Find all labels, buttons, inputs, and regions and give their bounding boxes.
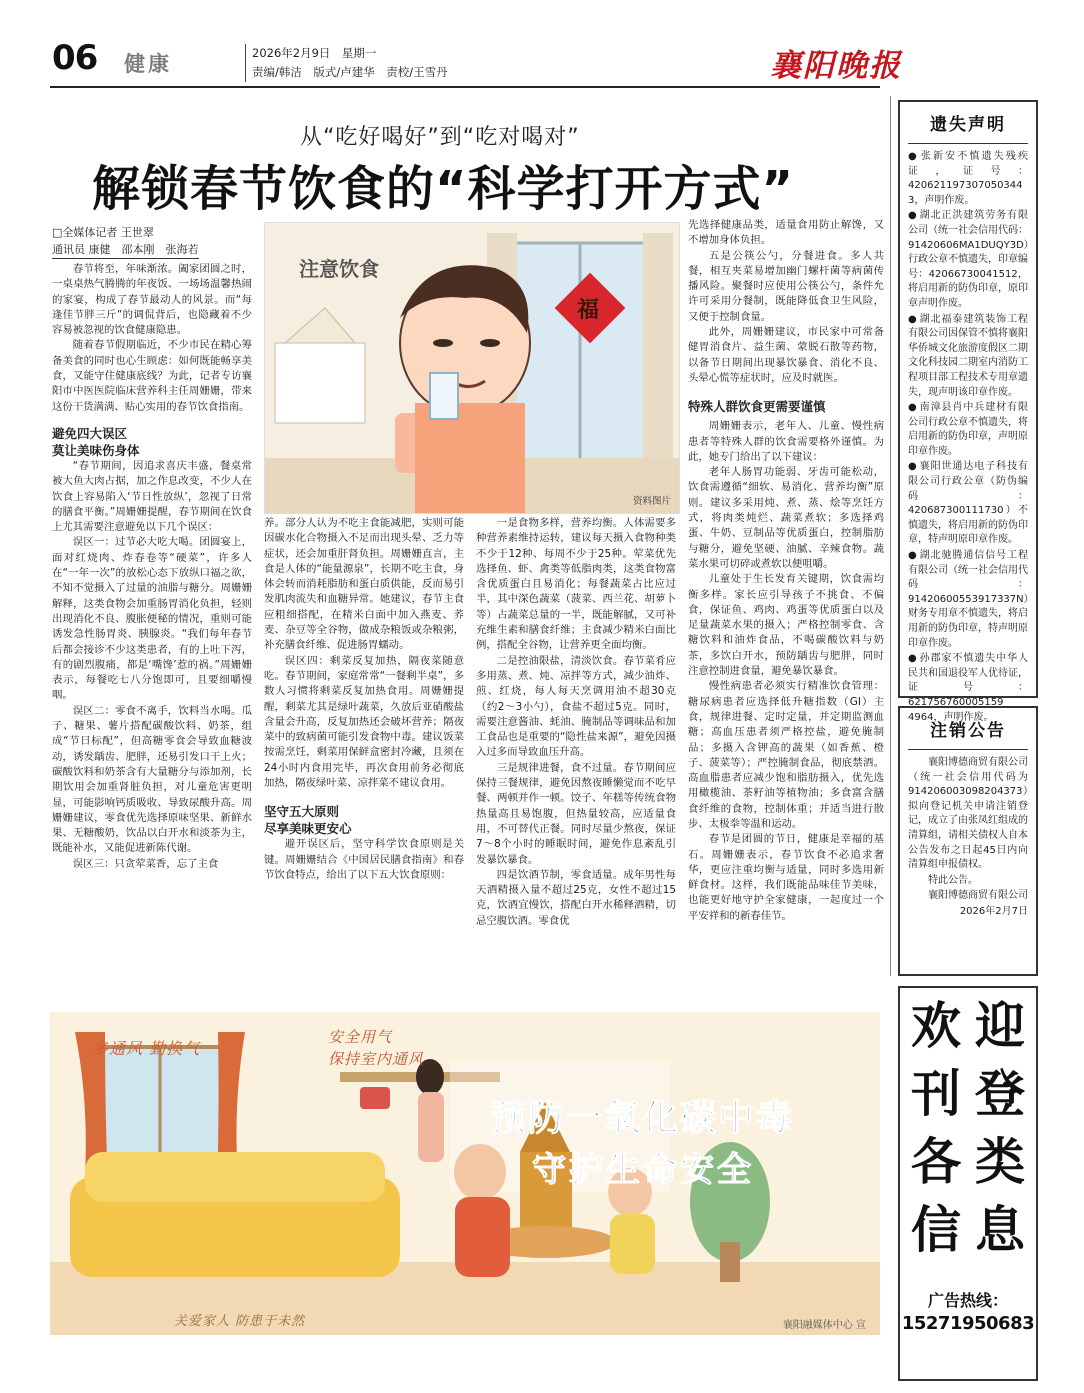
lost-notices-title: 遗失声明 [930, 115, 1006, 135]
subheading: 坚守五大原则 [264, 804, 340, 820]
welcome-char: 欢 [911, 997, 961, 1055]
illustration-credit: 资料图片 [632, 496, 671, 507]
banner-slogan-center: 安全用气 保持室内通风 [328, 1028, 425, 1068]
paragraph: 误区四：剩菜反复加热，隔夜菜随意吃。春节期间，家庭常常“一餐剩半桌”，多数人习惯将剩菜反复加热食用。周姗姗提醒，剩菜尤其是绿叶蔬菜，久放后亚硝酸盐含量会升高，反复加热还会破坏营养；隔夜菜中的致病菌可能引发食物中毒。建议饭菜按需烹饪，剩菜用保鲜盒密封冷藏，且须在24小时内食用完毕，再次食用前务必彻底加热，隔夜绿叶菜、凉拌菜不建议食用。 [264, 654, 464, 790]
subheading: 避免四大误区 [52, 425, 128, 441]
illustration-fu-sign: 福 [577, 298, 600, 323]
paragraph: 三是规律进餐，食不过量。春节期间应保持三餐规律，避免因熬夜睡懒觉而不吃早餐、两顿并作一顿。饺子、年糕等传统食物热量高且易饱腹，但热量较高，应适量食用，不可替代正餐。同时尽量少熬夜，保证7～8个小时的睡眠时间，避免作息紊乱引发暴饮暴食。 [476, 761, 676, 866]
paragraph: 此外，周姗姗建议，市民家中可常备健胃消食片、益生菌、蒙脱石散等药物，以备节日期间出现暴饮暴食、消化不良、头晕心慌等症状时，应及时就医。 [688, 326, 884, 384]
hotline-number: 15271950683 [901, 1313, 1035, 1334]
article-headline: 解锁春节饮食的“科学打开方式” [92, 161, 795, 217]
subheading: 特殊人群饮食更需要谨慎 [688, 399, 826, 415]
section-name: 健康 [124, 52, 172, 76]
cancellation-note: 特此公告。 [928, 874, 978, 886]
paragraph: 误区三：只贪荤菜香，忘了主食 [72, 857, 219, 870]
paragraph: 老年人肠胃功能弱、牙齿可能松动，饮食需遵循“细软、易消化、营养均衡”原则。建议多采用炖、煮、蒸、烩等烹饪方式，将肉类炖烂、蔬菜煮软；多选择鸡蛋、牛奶、豆制品等优质蛋白，控制脂肪与糖分，避免坚硬、油腻、辛辣食物。蔬菜水果可切碎或煮软以便咀嚼。 [688, 466, 884, 570]
subheading: 尽享美味更安心 [264, 821, 352, 837]
paragraph: 四是饮酒节制，零食适量。成年男性每天酒精摄入量不超过25克，女性不超过15克，饮酒宜慢饮，搭配白开水稀释酒精，切忌空腹饮酒。零食优 [476, 868, 676, 927]
paragraph: 周姗姗表示，老年人、儿童、慢性病患者等特殊人群的饮食需要格外谨慎。为此，她专门给出了以下建议： [688, 420, 884, 463]
article-column-4 [688, 218, 884, 980]
banner-footer-right: 襄阳融媒体中心 宣 [782, 1320, 866, 1331]
welcome-char: 登 [975, 1065, 1025, 1123]
welcome-char: 各 [911, 1133, 961, 1191]
header-rule [50, 86, 880, 88]
classified-ad-box [898, 986, 1038, 1381]
subheading: 莫让美味伤身体 [52, 442, 140, 458]
lost-notices-box [898, 100, 1038, 723]
column-divider [890, 96, 891, 976]
welcome-char: 息 [975, 1201, 1025, 1259]
article-column-3 [476, 516, 676, 980]
paragraph: 一是食物多样，营养均衡。人体需要多种营养素维持运转，建议每天摄入食物种类不少于12种、每周不少于25种。荤菜优先选择鱼、虾、禽类等低脂肉类，这类食物富含优质蛋白且易消化；每餐蔬菜占比应过半，其中深色蔬菜（菠菜、西兰花、胡萝卜等）占蔬菜总量的一半，既能解腻，又可补充维生素和膳食纤维；主食减少精米白面比例，搭配全谷物，让营养更全面均衡。 [476, 517, 676, 652]
notice-item: ● 湖北福泰建筑装饰工程有限公司因保管不慎将襄阳华侨城文化旅游度假区二期文化科技园二期室内消防工程项目部工程技术专用章遗失，现声明该印章作废。 [908, 313, 1028, 401]
banner-footer-left: 关爱家人 防患于未然 [174, 1314, 306, 1329]
cancellation-title: 注销公告 [930, 721, 1006, 741]
paragraph: 慢性病患者必须实行精准饮食管理：糖尿病患者应选择低升糖指数（GI）主食，规律进餐、定时定量，并定期监测血糖；高血压患者须严格控盐，避免腌制品；多摄入含钾高的蔬果（如香蕉、橙子、菠菜等）；严控腌制食品，彻底禁酒。高血脂患者应减少饱和脂肪摄入，优先选用橄榄油、茶籽油等植物油；多食富含膳食纤维的食物，控制体重；并适当进行散步、太极拳等温和运动。 [688, 680, 884, 830]
cancellation-title-rule [908, 749, 1028, 750]
issue-date: 2026年2月9日 星期一 [252, 46, 377, 60]
welcome-char: 类 [975, 1133, 1025, 1191]
paragraph: 误区一：过节必大吃大喝。团圆宴上，面对红烧肉、炸春卷等“硬菜”，许多人在“一年一次”的放松心态下放纵口福之欲，不知不觉摄入了过量的油脂与糖分。周姗姗解释，这类食物会加重肠胃消化负担，轻则出现消化不良、腹胀便秘的情况，重则可能诱发急性肠胃炎、胰腺炎。“我们每年春节后都会接诊不少这类患者，有的上吐下泻，有的剧烈腹痛，都是‘嘴馋’惹的祸。”周姗姗表示，每餐吃七八分饱即可，且要细嚼慢咽。 [52, 536, 252, 702]
hotline-label: 广告热线： [927, 1291, 1008, 1310]
paragraph: 养。部分人认为不吃主食能减肥，实则可能因碳水化合物摄入不足而出现头晕、乏力等症状，还会加重肝肾负担。周姗姗直言，主食是人体的“能量源泉”，长期不吃主食，身体会转而消耗脂肪和蛋白质供能，反而易引发肌肉流失和血糖异常。她建议，春节主食应粗细搭配，在精米白面中加入燕麦、荞麦、杂豆等全谷物，做成杂粮饭或杂粮粥，补充膳食纤维、促进肠胃蠕动。 [264, 517, 464, 652]
banner-headline-2: 守护生命安全 [532, 1150, 754, 1190]
header-divider [245, 44, 246, 82]
welcome-char: 刊 [911, 1065, 961, 1123]
notice-item: ● 湖北驰腾通信信号工程有限公司（统一社会信用代码：91420600553917337N）财务专用章不慎遗失，将启用新的防伪印章，特声明原印章作废。 [908, 549, 1028, 651]
paragraph: 春节将至，年味渐浓。阖家团圆之时，一桌桌热气腾腾的年夜饭、一场场温馨热闹的家宴，构成了春节最动人的风景。而“每逢佳节胖三斤”的调侃背后，也隐藏着不少容易被忽视的饮食健康隐患。 [52, 263, 252, 337]
editors-line: 责编/韩洁 版式/卢建华 责校/王雪丹 [252, 65, 448, 79]
notice-item: ● 襄阳世通达电子科技有限公司行政公章（防伪编码：420687300111730）不慎遗失，将启用新的防伪印章，特声明原印章作废。 [908, 460, 1028, 548]
masthead-logo: 襄阳晚报 [770, 48, 902, 84]
paragraph: 二是控油限盐，清淡饮食。春节菜肴应多用蒸、煮、炖、凉拌等方式，减少油炸、煎、红烧，每人每天烹调用油不超30克（约2～3小勺），食盐不超过5克。同时，需要注意酱油、蚝油、腌制品等调味品和加工食品也是重要的“隐性盐来源”，避免因摄入过多而导致血压升高。 [476, 654, 676, 759]
cancellation-body: 襄阳博德商贸有限公司（统一社会信用代码为91420600309820​4373）拟向登记机关申请注销登记，成立了由张凤红组成的清算组，请相关债权人自本公告发布之日起45日内向清算组申报债权。 [908, 757, 1028, 871]
paragraph: 儿童处于生长发育关键期，饮食需均衡多样。家长应引导孩子不挑食、不偏食，保证鱼、鸡肉、鸡蛋等优质蛋白以及足量蔬菜水果的摄入；严格控制零食、含糖饮料和油炸食品，不喝碳酸饮料与奶茶，多饮白开水，预防龋齿与肥胖，同时注意控制进食量，避免暴饮暴食。 [688, 573, 884, 678]
welcome-char: 信 [911, 1201, 961, 1259]
article-column-2 [264, 516, 464, 980]
paragraph: 春节是团圆的节日，健康是幸福的基石。周姗姗表示，春节饮食不必追求奢华，更应注重均衡与适量，同时多选用新鲜食材。这样，我们既能品味佳节美味，也能更好地守护全家健康，一起度过一个平安祥和的新春佳节。 [688, 833, 884, 922]
paragraph: 五是公筷公勺，分餐进食。多人共餐，相互夹菜易增加幽门螺杆菌等病菌传播风险。聚餐时应使用公筷公勺，条件允许可采用分餐制，既能降低食卫生风险，又便于控制食量。 [688, 249, 884, 323]
page-header [0, 0, 1084, 92]
notice-item: ● 孙郡家不慎遗失中华人民共和国退役军人优待证，证号：621756760005159​4964，声明作废。 [908, 652, 1028, 725]
welcome-char: 迎 [975, 997, 1025, 1055]
psa-banner [50, 1012, 880, 1335]
psa-banner-graphic [50, 1012, 880, 1335]
notice-item: ● 湖北正洪建筑劳务有限公司（统一社会信用代码：91420606MA1DUQY3D）行政公章不慎遗失，印章编号：4206673004151​2，将启用新的防伪印章，原印章声明作废。 [908, 209, 1028, 311]
paragraph: 随着春节假期临近，不少市民在精心筹备美食的同时也心生顾虑：如何既能畅享美食，又能守住健康底线？为此，记者专访襄阳市中医医院临床营养科主任周姗姗，带来这份干货满满、贴心实用的春节饮食指南。 [52, 339, 252, 413]
welcome-text [900, 992, 1036, 1264]
paragraph: 避开误区后，坚守科学饮食原则是关键。周姗姗结合《中国居民膳食指南》和春节饮食特点，给出了以下五大饮食原则： [264, 838, 464, 881]
cancellation-notice-box [898, 706, 1038, 976]
paragraph: “春节期间，因追求喜庆丰盛，餐桌常被大鱼大肉占据，加之作息改变，不少人在饮食上容易陷入‘节日性放纵’，忽视了日常的膳食平衡。”周姗姗提醒，春节期间在饮食上尤其需要注意避免以下几个误区： [52, 459, 252, 534]
paragraph: 先选择健康品类，适量食用防止解馋，又不增加身体负担。 [688, 219, 884, 247]
notice-item: ● 南漳县肖中兵建材有限公司行政公章不慎遗失，将启用新的防伪印章，声明原印章作废。 [908, 401, 1028, 459]
cancellation-signer: 襄阳博德商贸有限公司 [928, 890, 1028, 902]
byline-correspondents: 通讯员 康健 邵本刚 张海若 [52, 241, 199, 259]
illustration-caption: 注意饮食 [299, 257, 379, 281]
cancellation-date: 2026年2月7日 [959, 905, 1028, 917]
article-column-1 [52, 262, 252, 980]
article-illustration [264, 222, 680, 514]
article-kicker: 从“吃好喝好”到“吃对喝对” [300, 125, 580, 150]
banner-headline-1: 预防一氧化碳中毒 [490, 1098, 795, 1139]
byline-reporter: □全媒体记者 王世翠 [52, 226, 154, 239]
paragraph: 误区二：零食不离手，饮料当水喝。瓜子、糖果、薯片搭配碳酸饮料、奶茶，组成“节日标配”，但高糖零食会导致血糖波动，诱发龋齿、肥胖，还易引发口干上火；碳酸饮料和奶茶含有大量糖分与添加剂，长期饮用会加重肾脏负担，对儿童危害更明显，可能影响钙质吸收、导致尿酸升高。周姗姗建议，零食优先选择原味坚果、新鲜水果、无糖酸奶，饮品以白开水和淡茶为主，既能补水，又能促进新陈代谢。 [52, 704, 252, 855]
lost-title-rule [908, 143, 1028, 144]
notice-item: ● 张新安不慎遗失残疾证，证号：420621197307050344​3，声明作废。 [908, 150, 1028, 208]
page-number: 06 [52, 38, 98, 78]
banner-slogan-left: 多通风 勤换气 [92, 1039, 201, 1058]
